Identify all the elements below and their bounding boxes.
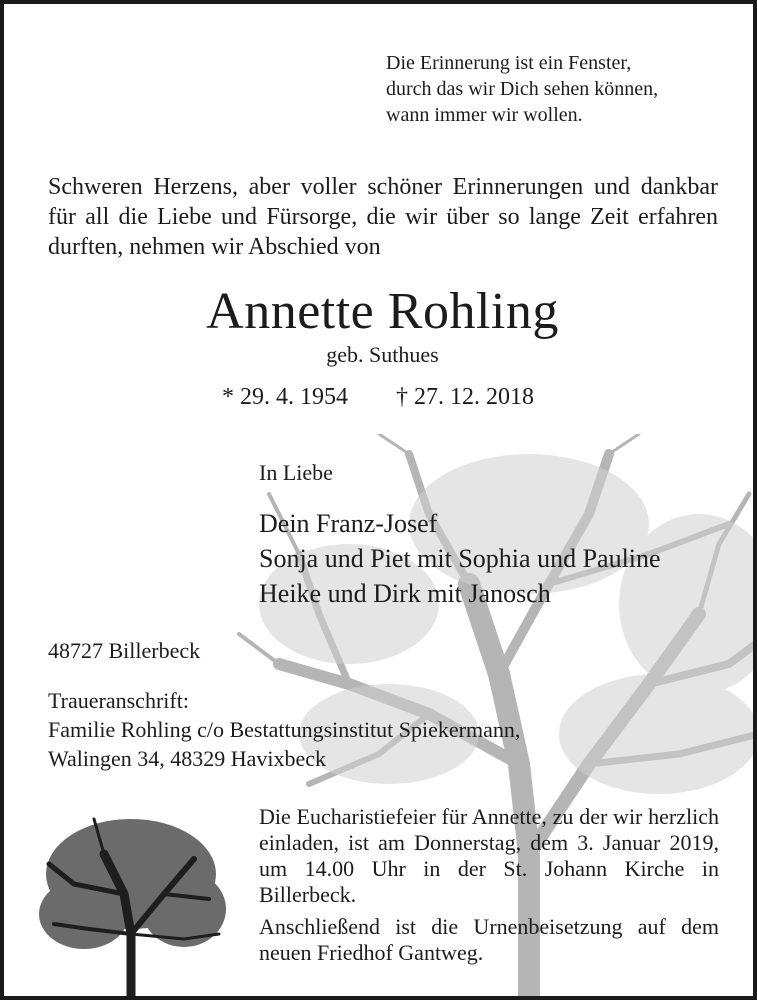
- family-city: 48727 Billerbeck: [48, 638, 201, 663]
- address-line: Familie Rohling c/o Bestattungsinstitut Spiekermann,: [48, 717, 521, 742]
- birth-date: * 29. 4. 1954: [222, 384, 348, 410]
- mourner-line: Heike und Dirk mit Janosch: [259, 579, 551, 608]
- mourning-address: [48, 686, 520, 773]
- deceased-name: Annette Rohling: [206, 283, 559, 340]
- address-line: Walingen 34, 48329 Havixbeck: [48, 746, 327, 771]
- service-paragraph: Die Eucharistiefeier für Annette, zu der wir herzlich einladen, ist am Donnerstag, dem 3. Januar 2019, um 14.00 Uhr in der St. Johann Kirche in Billerbeck.: [259, 804, 719, 907]
- address-line: Traueranschrift:: [48, 688, 189, 713]
- mourners-list: [259, 506, 661, 611]
- intro-text: Schweren Herzens, aber voller schöner Erinnerungen und dankbar für all die Liebe und Fürsorge, die wir über so lange Zeit erfahren durften, nehmen wir Abschied von: [48, 174, 718, 260]
- service-info: [259, 804, 719, 966]
- life-dates: [222, 384, 534, 411]
- mourner-line: Sonja und Piet mit Sophia und Pauline: [259, 544, 661, 573]
- memorial-quote: [386, 50, 658, 128]
- death-date: † 27. 12. 2018: [396, 384, 534, 410]
- mourners-heading: In Liebe: [259, 460, 333, 485]
- burial-paragraph: Anschließend ist die Urnenbeisetzung auf dem neuen Friedhof Gantweg.: [259, 914, 719, 965]
- small-tree-image: [34, 804, 229, 999]
- birth-name: geb. Suthues: [326, 342, 439, 367]
- quote-line: wann immer wir wollen.: [386, 104, 583, 126]
- mourner-line: Dein Franz-Josef: [259, 509, 438, 538]
- quote-line: durch das wir Dich sehen können,: [386, 78, 659, 100]
- quote-line: Die Erinnerung ist ein Fenster,: [386, 52, 632, 74]
